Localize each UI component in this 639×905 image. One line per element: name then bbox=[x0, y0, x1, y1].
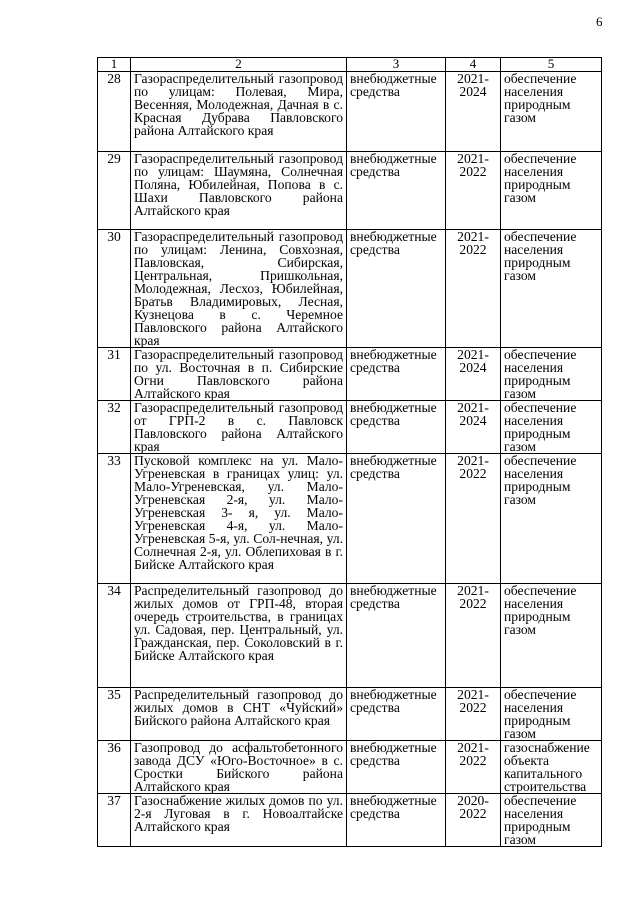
implementation-period: 2021-2022 bbox=[446, 741, 501, 794]
page-number: 6 bbox=[596, 14, 603, 29]
table-row bbox=[98, 741, 602, 794]
object-name: Газораспределительный газопровод по ул. Восточная в п. Сибирские Огни Павловского района Алтайского края bbox=[131, 348, 347, 401]
implementation-period: 2021-2022 bbox=[446, 152, 501, 230]
funding-source: внебюджетные средства bbox=[347, 152, 446, 230]
row-number: 28 bbox=[98, 72, 131, 152]
row-number: 36 bbox=[98, 741, 131, 794]
table-row bbox=[98, 794, 602, 847]
table-row bbox=[98, 348, 602, 401]
implementation-period: 2021-2022 bbox=[446, 584, 501, 688]
header-cell-2: 2 bbox=[131, 58, 347, 72]
object-name: Распределительный газопровод до жилых домов от ГРП-48, вторая очередь строительства, в границах ул. Садовая, пер. Центральный, ул. Гражданская, пер. Соколовский в г. Бийске Алтайского края bbox=[131, 584, 347, 688]
object-name: Пусковой комплекс на ул. Мало-Угреневская в границах улиц: ул. Мало-Угреневская, ул. Мало-Угреневская 2-я, ул. Мало-Угреневская 3- я, ул. Мало-Угреневская 4-я, ул. Мало-Угреневская 5-я, ул. Сол-нечная, ул. Солнечная 2-я, ул. Облепиховая в г. Бийске Алтайского края bbox=[131, 454, 347, 584]
table-row bbox=[98, 584, 602, 688]
object-name: Газоснабжение жилых домов по ул. 2-я Луговая в г. Новоалтайске Алтайского края bbox=[131, 794, 347, 847]
implementation-period: 2020-2022 bbox=[446, 794, 501, 847]
implementation-period: 2021-2024 bbox=[446, 72, 501, 152]
funding-source: внебюджетные средства bbox=[347, 688, 446, 741]
object-name: Газораспределительный газопровод по улицам: Шаумяна, Солнечная Поляна, Юбилейная, Попова в с. Шахи Павловского района Алтайского края bbox=[131, 152, 347, 230]
implementation-period: 2021-2022 bbox=[446, 230, 501, 348]
table-body bbox=[98, 58, 602, 847]
object-name: Газораспределительный газопровод по улицам: Полевая, Мира, Весенняя, Молодежная, Дачная в с. Красная Дубрава Павловского района Алтайского края bbox=[131, 72, 347, 152]
funding-source: внебюджетные средства bbox=[347, 741, 446, 794]
object-name: Распределительный газопровод до жилых домов в СНТ «Чуйский» Бийского района Алтайского края bbox=[131, 688, 347, 741]
purpose: обеспечение населения природным газом bbox=[501, 688, 602, 741]
object-name: Газораспределительный газопровод по улицам: Ленина, Совхозная, Павловская, Сибирская, Центральная, Пришкольная, Молодежная, Лесхоз, Юбилейная, Братьв Владимировых, Лесная, Кузнецова в с. Черемное Павловского района Алтайского края bbox=[131, 230, 347, 348]
row-number: 31 bbox=[98, 348, 131, 401]
table-row bbox=[98, 688, 602, 741]
implementation-period: 2021-2022 bbox=[446, 688, 501, 741]
purpose: обеспечение населения природным газом bbox=[501, 454, 602, 584]
funding-source: внебюджетные средства bbox=[347, 230, 446, 348]
funding-source: внебюджетные средства bbox=[347, 348, 446, 401]
implementation-period: 2021-2022 bbox=[446, 454, 501, 584]
funding-source: внебюджетные средства bbox=[347, 584, 446, 688]
row-number: 35 bbox=[98, 688, 131, 741]
header-cell-5: 5 bbox=[501, 58, 602, 72]
row-number: 32 bbox=[98, 401, 131, 454]
object-name: Газораспределительный газопровод от ГРП-2 в с. Павловск Павловского района Алтайского края bbox=[131, 401, 347, 454]
row-number: 29 bbox=[98, 152, 131, 230]
purpose: обеспечение населения природным газом bbox=[501, 348, 602, 401]
purpose: обеспечение населения природным газом bbox=[501, 230, 602, 348]
header-cell-4: 4 bbox=[446, 58, 501, 72]
row-number: 33 bbox=[98, 454, 131, 584]
row-number: 30 bbox=[98, 230, 131, 348]
table-row bbox=[98, 401, 602, 454]
table-row bbox=[98, 152, 602, 230]
purpose: обеспечение населения природным газом bbox=[501, 584, 602, 688]
purpose: обеспечение населения природным газом bbox=[501, 72, 602, 152]
header-cell-1: 1 bbox=[98, 58, 131, 72]
implementation-period: 2021-2024 bbox=[446, 401, 501, 454]
table-row bbox=[98, 230, 602, 348]
funding-source: внебюджетные средства bbox=[347, 72, 446, 152]
header-cell-3: 3 bbox=[347, 58, 446, 72]
funding-source: внебюджетные средства bbox=[347, 454, 446, 584]
object-name: Газопровод до асфальтобетонного завода ДСУ «Юго-Восточное» в с. Сростки Бийского района Алтайского края bbox=[131, 741, 347, 794]
funding-source: внебюджетные средства bbox=[347, 401, 446, 454]
purpose: обеспечение населения природным газом bbox=[501, 401, 602, 454]
table-row bbox=[98, 72, 602, 152]
purpose: газоснабжение объекта капитального строительства bbox=[501, 741, 602, 794]
purpose: обеспечение населения природным газом bbox=[501, 152, 602, 230]
row-number: 34 bbox=[98, 584, 131, 688]
projects-table bbox=[97, 57, 602, 847]
funding-source: внебюджетные средства bbox=[347, 794, 446, 847]
row-number: 37 bbox=[98, 794, 131, 847]
implementation-period: 2021-2024 bbox=[446, 348, 501, 401]
purpose: обеспечение населения природным газом bbox=[501, 794, 602, 847]
table-header-row bbox=[98, 58, 602, 72]
table-row bbox=[98, 454, 602, 584]
